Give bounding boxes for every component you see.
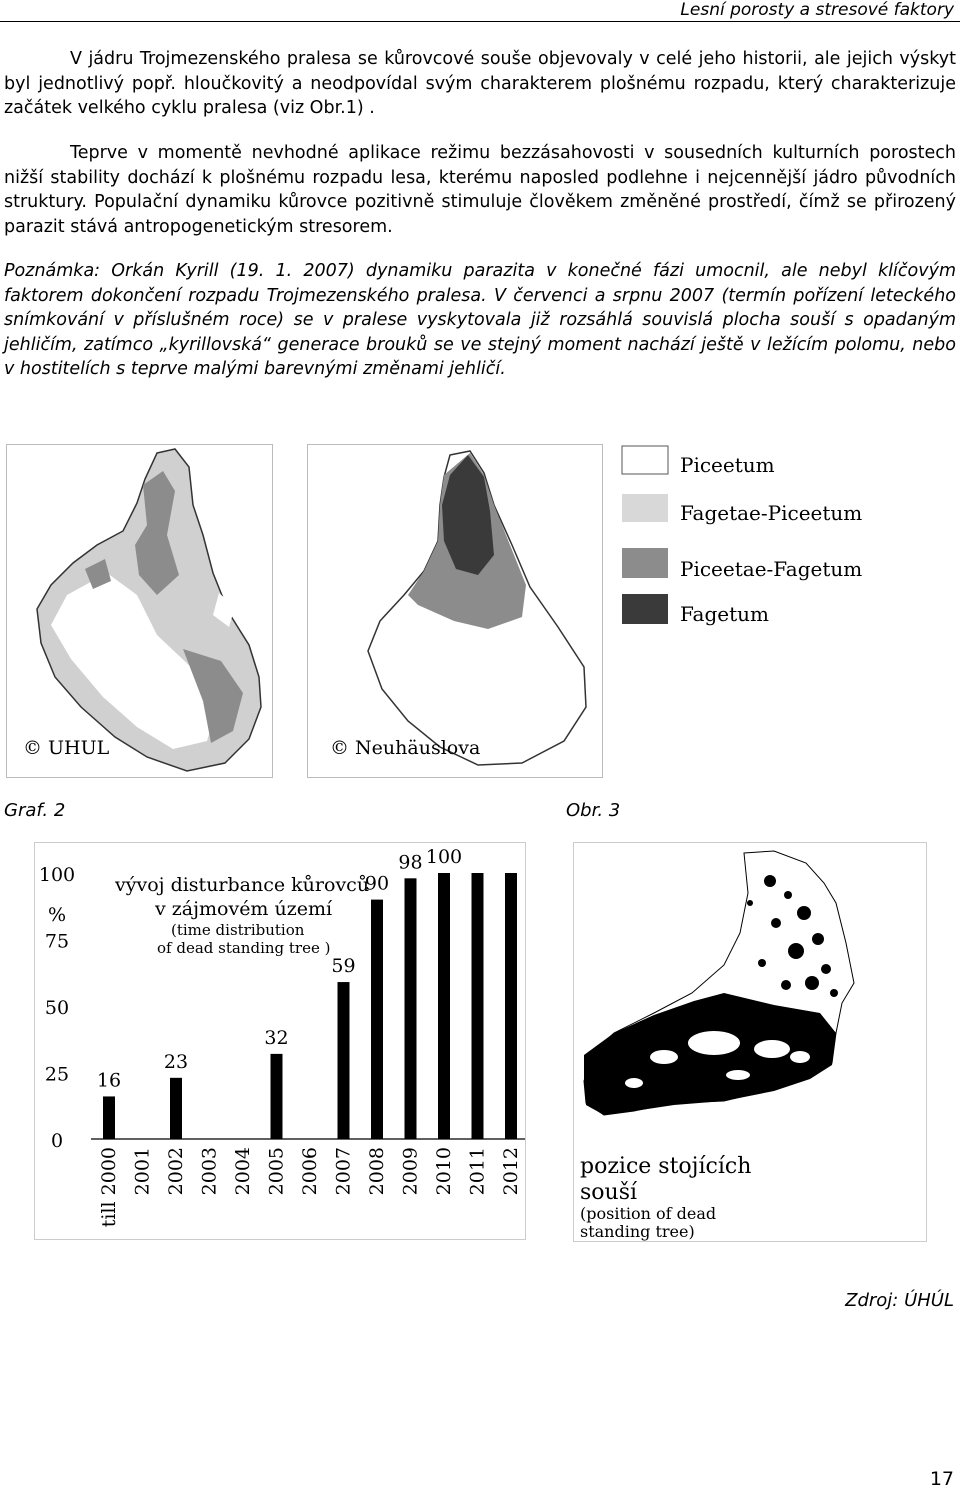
aerial-subtitle-line-2: standing tree) — [580, 1222, 695, 1241]
bar — [271, 1054, 283, 1139]
x-category-label: 2006 — [299, 1147, 321, 1196]
legend-label-fagetum: Fagetum — [680, 602, 769, 626]
x-category-label: 2005 — [265, 1147, 288, 1196]
chart-subtitle-line-2: of dead standing tree ) — [157, 939, 331, 957]
x-category-label: 2010 — [433, 1147, 455, 1196]
bar-data-label: 16 — [96, 1069, 122, 1092]
paragraph-1: V jádru Trojmezenského pralesa se kůrovcové souše objevovaly v celé jeho historii, ale jejich výskyt byl jednotlivý popř. hloučkovitý a neodpovídal svým charakterem plošnému rozpadu, který charakterizuje začátek velkého cyklu pralesa (viz Obr.1) . — [4, 49, 956, 118]
chart-title-line-2: v zájmovém území — [155, 898, 333, 920]
forest-type-map-neuhauslova — [307, 444, 603, 778]
paragraph-2: Teprve v momentě nevhodné aplikace režimu bezzásahovosti v sousedních kulturních porostech nižší stability dochází k plošnému rozpadu lesa, kterému naposled podlehne i nejcennější jádro původních struktury. Populační dynamiku kůrovce pozitivně stimuluje člověkem změněné prostředí, čímž se přirozený parazit stává antropogenetickým stresorem. — [4, 143, 956, 237]
aerial-title-line-2: souší — [580, 1180, 638, 1205]
y-tick-label: 100 — [38, 864, 76, 886]
legend-swatch-fagetae-piceetum — [622, 494, 668, 522]
running-header: Lesní porosty a stresové faktory — [680, 0, 954, 20]
x-category-label: 2004 — [232, 1147, 254, 1196]
aerial-dead-trees-image — [573, 842, 927, 1242]
y-tick-label: 50 — [44, 997, 70, 1019]
x-category-label: 2011 — [466, 1147, 489, 1196]
source-caption: Zdroj: ÚHÚL — [845, 1290, 954, 1311]
bar — [505, 873, 517, 1139]
y-tick-label: 75 — [44, 930, 70, 953]
bar-data-label: 23 — [163, 1050, 189, 1073]
bar-data-label: 32 — [264, 1026, 289, 1049]
x-category-label: 2012 — [500, 1147, 522, 1196]
note-paragraph: Poznámka: Orkán Kyrill (19. 1. 2007) dynamiku parazita v konečné fázi umocnil, ale nebyl klíčovým faktorem dokončení rozpadu Trojmezenského pralesa. V červenci a srpnu 2007 (termín pořízení leteckého snímkování v příslušném roce) se v pralese vyskytovala již rozsáhlá souvislá plocha souší s opadaným jehličím, zatímco „kyrillovská“ generace brouků se ve stejný moment nachází ještě v ležícím polomu, nebo v hostitelích s teprve malými barevnými změnami jehličí. — [4, 261, 956, 379]
y-axis-label: % — [47, 903, 67, 926]
legend-label-piceetae-fagetum: Piceetae-Fagetum — [680, 557, 863, 581]
x-category-label: 2003 — [198, 1147, 221, 1196]
x-category-label: 2002 — [165, 1147, 187, 1196]
y-tick-label: 25 — [44, 1063, 70, 1086]
bar-data-label: 90 — [364, 872, 390, 895]
legend-swatch-fagetum — [622, 594, 668, 624]
bar — [405, 878, 417, 1139]
aerial-title-line-1: pozice stojících — [580, 1154, 752, 1179]
bar-data-label: 100 — [425, 846, 463, 868]
page-number: 17 — [929, 1468, 954, 1490]
bar-data-label: 59 — [331, 955, 356, 978]
chart-subtitle-line-1: (time distribution — [171, 921, 305, 939]
map-legend — [620, 444, 950, 634]
legend-label-fagetae-piceetum: Fagetae-Piceetum — [680, 501, 863, 525]
caption-graf: Graf. 2 — [4, 800, 66, 821]
aerial-subtitle-line-1: (position of dead — [580, 1204, 717, 1223]
bar — [103, 1096, 115, 1139]
legend-swatch-piceetum — [622, 446, 668, 474]
chart-title-line-1: vývoj disturbance kůrovců — [115, 874, 370, 896]
caption-obr: Obr. 3 — [566, 800, 621, 821]
map-credit-uhul: © UHUL — [23, 737, 110, 759]
bar-chart-svg — [35, 843, 525, 1239]
legend-label-piceetum: Piceetum — [680, 453, 775, 477]
bar — [371, 900, 383, 1139]
bar — [438, 873, 450, 1139]
bar — [170, 1078, 182, 1139]
map-credit-neuhauslova: © Neuhäuslova — [330, 737, 481, 759]
legend-swatch-piceetae-fagetum — [622, 548, 668, 578]
bark-beetle-chart — [34, 842, 526, 1240]
bar — [338, 982, 350, 1139]
x-category-label: till 2000 — [98, 1147, 120, 1228]
x-category-label: 2009 — [399, 1147, 422, 1196]
bar — [472, 873, 484, 1139]
x-category-label: 2008 — [366, 1147, 388, 1196]
forest-type-map-uhul — [6, 444, 273, 778]
x-category-label: 2007 — [332, 1147, 355, 1196]
header-rule — [0, 21, 960, 22]
bar-data-label: 98 — [398, 851, 423, 874]
y-tick-label: 0 — [50, 1130, 64, 1152]
x-category-label: 2001 — [131, 1147, 154, 1196]
